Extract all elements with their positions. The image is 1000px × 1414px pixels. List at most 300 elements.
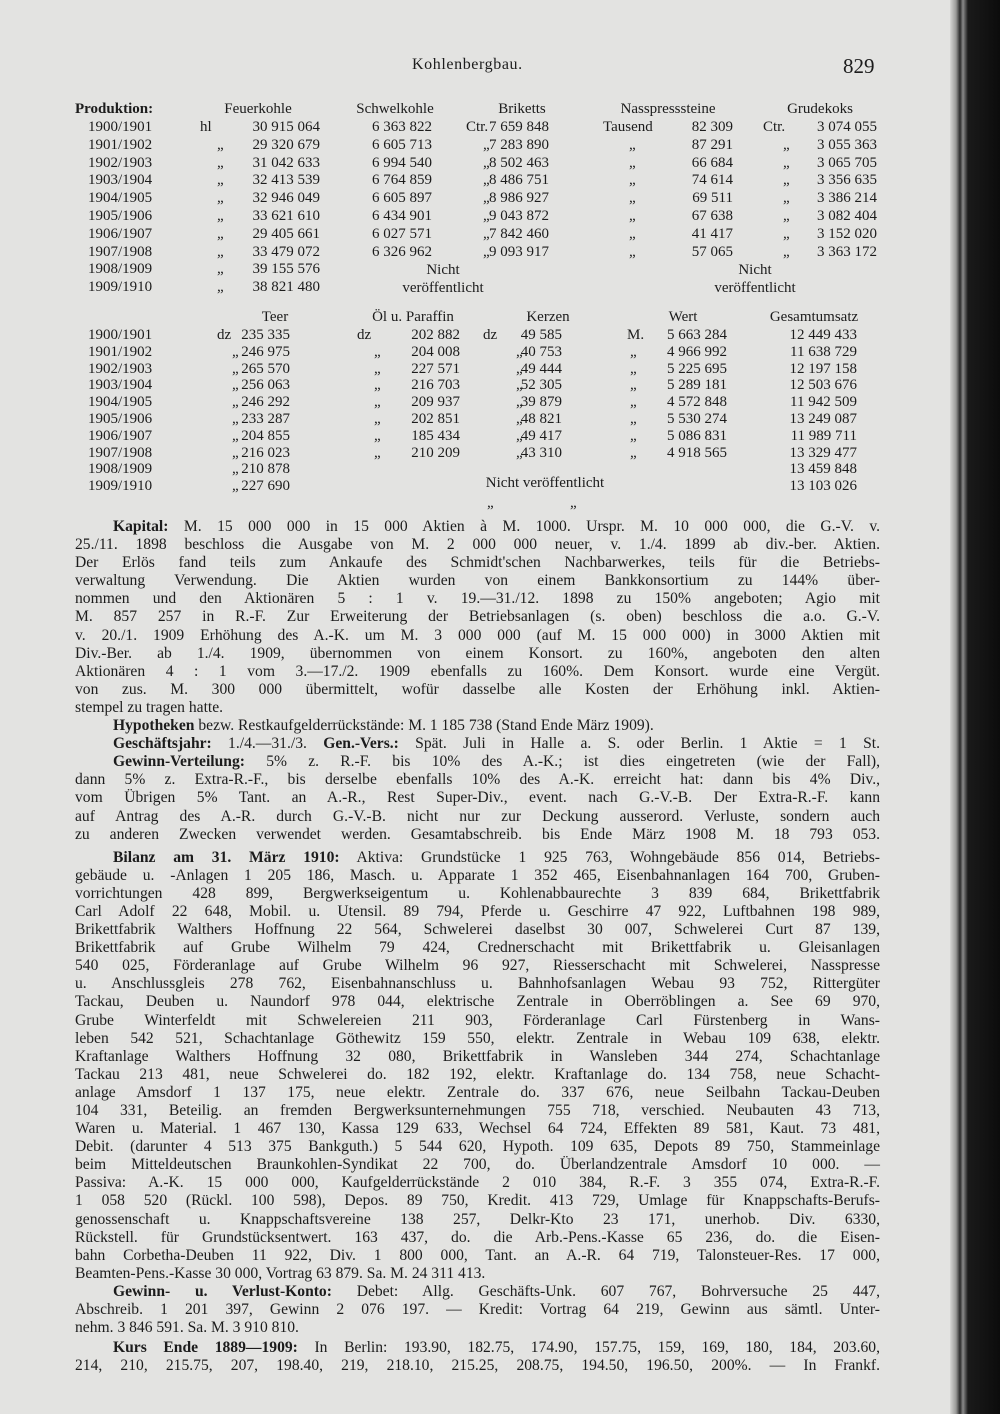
text-line: [75, 939, 880, 957]
running-header: Kohlenbergbau.: [412, 56, 523, 73]
unit-label: „: [374, 411, 381, 427]
unit-label: Tausend: [603, 119, 653, 135]
cell-value: 210 209: [411, 444, 460, 461]
section-label: Gewinn-Verteilung:: [113, 753, 245, 771]
text-line: [75, 554, 880, 572]
column-header: Feuerkohle: [224, 101, 292, 117]
column-header: Gesamtumsatz: [769, 309, 859, 325]
unit-label: hl: [200, 119, 212, 135]
row-year: 1909/1910: [88, 478, 153, 495]
cell-value: 6 434 901: [372, 208, 432, 224]
row-year: 1901/1902: [88, 136, 153, 153]
cell-value: 38 821 480: [252, 279, 320, 296]
text-run: 1 058 520 (Rückl. 100 598), Depos. 89 750, Kredit. 413 729, Umlage für Knappschafts-Berufs-: [75, 1192, 880, 1210]
unit-label: „: [516, 343, 523, 360]
cell-value: 246 292: [241, 394, 290, 411]
unit-label: „: [629, 154, 636, 171]
unit-label: „: [232, 444, 239, 461]
section-label: Gewinn- u. Verlust-Konto:: [113, 1282, 332, 1300]
text-run: Kraftanlage Walthers Hoffnung 32 080, Brikettfabrik in Wansleben 344 274, Schachtanlage: [75, 1047, 880, 1065]
unit-label: „: [630, 360, 637, 377]
cell-value: 13 103 026: [789, 478, 857, 495]
unit-label: dz: [217, 327, 232, 343]
cell-value: 185 434: [411, 427, 460, 444]
text-line: [75, 975, 880, 993]
text-run: 1./4.—31./3.: [211, 735, 324, 753]
section-label: Kapital:: [113, 518, 169, 535]
text-run: u. Anschlussgleis 278 762, Eisenbahnanschluss u. Bahnhofsanlagen Webau 93 752, Rittergüter: [75, 975, 880, 993]
unit-label: „: [783, 172, 790, 189]
row-year: 1904/1905: [88, 394, 153, 411]
cell-value: 246 975: [241, 343, 290, 360]
unit-label: „: [629, 243, 636, 260]
unit-label: „: [483, 154, 490, 171]
cell-value: 209 937: [411, 394, 460, 411]
cell-value: 48 821: [520, 411, 562, 427]
section-label: Geschäftsjahr:: [113, 735, 212, 753]
unit-label: „: [630, 394, 637, 411]
row-year: 1900/1901: [88, 119, 153, 135]
cell-value: 33 621 610: [252, 208, 320, 224]
text-line: [75, 921, 880, 939]
text-line: [75, 1156, 880, 1174]
text-run: verwaltung Verwendung. Die Aktien wurden von einem Bankkonsortium zu 144% über-: [75, 572, 880, 590]
cell-value: 227 571: [411, 360, 460, 377]
section-label: Hypotheken: [113, 717, 195, 735]
unit-label: „: [630, 343, 637, 360]
unit-label: „: [630, 411, 637, 427]
unit-label: „: [516, 360, 523, 377]
cell-value: 5 663 284: [667, 327, 727, 343]
not-published-note: veröffentlicht: [402, 280, 484, 296]
column-header: Kerzen: [526, 309, 570, 325]
text-run: Aktionären 4 : 1 vom 3.—17./2. 1909 ebenfalls zu 160%. Dem Konsort. wurde eine Vergüt.: [75, 662, 880, 680]
text-run: Brikettfabrik auf Grube Wilhelm 79 424, Crednerschacht mit Brikettfabrik u. Gleisanlagen: [75, 939, 880, 957]
unit-label: „: [783, 190, 790, 207]
text-run: auf Antrag des A.-R. durch G.-V.-B. nicht nur zur Deckung ausserord. Verluste, sondern auch: [75, 807, 880, 825]
text-line: [75, 1192, 880, 1210]
unit-label: „: [217, 136, 224, 153]
text-run: Passiva: A.-K. 15 000 000, Kaufgelderrückstände 2 010 384, R.-F. 3 355 074, Extra-R.-F.: [75, 1174, 880, 1192]
column-header: Wert: [668, 309, 698, 325]
unit-label: „: [516, 377, 523, 394]
cell-value: 6 605 713: [372, 136, 432, 153]
cell-value: 13 329 477: [789, 444, 857, 461]
unit-label: „: [783, 136, 790, 153]
text-line: [75, 903, 880, 921]
cell-value: 4 572 848: [667, 394, 727, 411]
text-run: 5% z. R.-F. bis 10% des A.-K.; ist dies eingetreten (wie der Fall),: [244, 753, 880, 771]
cell-value: 13 459 848: [789, 461, 857, 478]
text-run: vorrichtungen 428 899, Bergwerkseigentum u. Kohlenabbaurechte 3 839 684, Brikettfabrik: [75, 884, 880, 902]
cell-value: 6 764 859: [372, 172, 432, 189]
cell-value: 9 093 917: [489, 243, 549, 260]
cell-value: 29 405 661: [252, 225, 320, 242]
row-year: 1909/1910: [88, 279, 153, 296]
cell-value: 6 605 897: [372, 190, 432, 207]
text-line: [75, 590, 880, 608]
text-line: [75, 536, 880, 554]
text-run: zu anderen Zwecken verwendet werden. Gesamtabschreib. bis Ende März 1908 M. 18 793 053.: [75, 825, 880, 843]
not-published-note: Nicht: [738, 262, 772, 278]
cell-value: 67 638: [691, 208, 733, 224]
text-run: Brikettfabrik Walthers Hoffnung 22 564, Schwelerei daselbst 30 007, Schwelerei Curt 87 139,: [75, 921, 880, 939]
unit-label: dz: [357, 327, 372, 343]
unit-label: „: [232, 360, 239, 377]
text-run: nehm. 3 846 591. Sa. M. 3 910 810.: [75, 1319, 299, 1337]
row-year: 1907/1908: [88, 444, 153, 461]
text-line: [75, 1357, 880, 1375]
text-line: [75, 717, 880, 735]
column-header: Schwelkohle: [356, 101, 434, 117]
text-line: [75, 993, 880, 1011]
cell-value: 52 305: [520, 377, 562, 394]
text-line: [75, 1319, 880, 1337]
row-year: 1900/1901: [88, 327, 153, 343]
ditto-mark: „: [570, 495, 577, 511]
cell-value: 43 310: [520, 444, 562, 461]
cell-value: 8 986 927: [489, 190, 549, 207]
text-line: [75, 789, 880, 807]
section-label: Kurs Ende 1889—1909:: [113, 1339, 298, 1357]
unit-label: „: [217, 172, 224, 189]
text-line: [75, 1229, 880, 1247]
text-line: [75, 849, 880, 867]
cell-value: 3 055 363: [817, 136, 877, 153]
cell-value: 66 684: [691, 154, 733, 171]
text-line: [75, 1102, 880, 1120]
text-line: [75, 1265, 880, 1283]
unit-label: „: [232, 427, 239, 444]
text-run: Waren u. Material. 1 467 130, Kassa 129 633, Wechsel 64 724, Effekten 89 581, Kaut. 73 481,: [75, 1120, 880, 1138]
text-run: Carl Adolf 22 648, Mobil. u. Utensil. 89 794, Pferde u. Geschirre 47 922, Luftbahnen 198 989,: [75, 902, 880, 920]
cell-value: 49 444: [520, 360, 562, 377]
text-run: M. 857 257 in R.-F. Zur Erweiterung der Betriebsanlagen (s. oben) beschloss die a.o. G.-V.: [75, 608, 880, 626]
text-run: M. 15 000 000 in 15 000 Aktien à M. 1000. Urspr. M. 10 000 000, die G.-V. v.: [168, 518, 880, 535]
unit-label: „: [516, 394, 523, 411]
text-line: [75, 518, 880, 536]
cell-value: 3 082 404: [817, 208, 877, 224]
text-run: Grube Winterfeldt mit Schwelereien 211 903, Förderanlage Carl Fürstenberg in Wans-: [75, 1011, 880, 1029]
unit-label: „: [374, 377, 381, 394]
text-run: Tackau 213 481, neue Schwelerei do. 182 192, elektr. Kraftanlage do. 134 758, neue Schacht-: [75, 1065, 880, 1083]
text-line: [75, 1084, 880, 1102]
unit-label: „: [629, 136, 636, 153]
row-year: 1903/1904: [88, 172, 153, 189]
text-line: [75, 663, 880, 681]
row-year: 1902/1903: [88, 154, 153, 171]
cell-value: 12 197 158: [789, 360, 857, 377]
text-line: [75, 808, 880, 826]
text-run: Div.-Ber. ab 1./4. 1909, übernommen von einem Konsort. zu 160%, angeboten den alten: [75, 644, 880, 662]
unit-label: „: [217, 154, 224, 171]
unit-label: „: [232, 461, 239, 478]
cell-value: 49 417: [520, 427, 562, 444]
paragraph-gewinnverteilung: [75, 753, 880, 843]
cell-value: 74 614: [691, 172, 733, 189]
text-run: anlage Amsdorf 1 137 175, neue elektr. Zentrale do. 337 676, neue Seilbahn Tackau-Deuben: [75, 1083, 880, 1101]
text-line: [75, 1301, 880, 1319]
text-run: Der Erlös fand teils zum Ankaufe des Schmidt'schen Nachbarwerkes, teils für die Betriebs-: [75, 554, 880, 572]
text-run: dann 5% z. Extra-R.-F., bis derselbe ebenfalls 10% des A.-K. erreicht hat: dann bis 4% Div.,: [75, 771, 880, 789]
cell-value: 256 063: [241, 377, 290, 394]
unit-label: „: [374, 427, 381, 444]
row-year: 1907/1908: [88, 243, 153, 260]
unit-label: dz: [483, 327, 498, 343]
text-line: [75, 699, 880, 717]
text-line: [75, 867, 880, 885]
cell-value: 8 486 751: [489, 172, 549, 189]
cell-value: 4 966 992: [667, 343, 727, 360]
text-line: [75, 1211, 880, 1229]
text-run: beim Mitteldeutschen Braunkohlen-Syndikat 22 700, do. Überlandzentrale Amsdorf 10 000. —: [75, 1156, 880, 1174]
cell-value: 5 086 831: [667, 427, 727, 444]
unit-label: „: [232, 394, 239, 411]
text-run: leben 542 521, Schachtanlage Göthewitz 159 550, elektr. Zentrale in Webau 109 638, elektr.: [75, 1029, 880, 1047]
text-run: Rückstell. für Grundstücksentwert. 163 437, do. die Arb.-Pens.-Kasse 65 236, do. die Eisen-: [75, 1228, 880, 1246]
text-run: stempel zu tragen hatte.: [75, 698, 224, 716]
paragraph-hypotheken: [75, 717, 880, 735]
cell-value: 33 479 072: [252, 243, 320, 260]
unit-label: „: [630, 377, 637, 394]
unit-label: „: [483, 243, 490, 260]
text-line: [75, 681, 880, 699]
cell-value: 3 074 055: [817, 119, 877, 135]
text-line: [75, 1339, 880, 1357]
cell-value: 7 283 890: [489, 136, 549, 153]
unit-label: „: [783, 243, 790, 260]
cell-value: 13 249 087: [789, 411, 857, 427]
unit-label: „: [483, 172, 490, 189]
cell-value: 3 356 635: [817, 172, 877, 189]
row-year: 1901/1902: [88, 343, 153, 360]
cell-value: 210 878: [241, 461, 290, 478]
text-line: [75, 957, 880, 975]
text-run: von zus. M. 300 000 übermittelt, wofür dasselbe alle Kosten der Erhöhung inkl. Aktien-: [75, 680, 880, 698]
paragraph-geschaeftsjahr: [75, 735, 880, 753]
production-label: Produktion:: [75, 101, 154, 117]
cell-value: 5 289 181: [667, 377, 727, 394]
row-year: 1908/1909: [88, 261, 153, 278]
text-run: nommen und den Aktionären 5 : 1 v. 19.—31./12. 1898 zu 150% angeboten; Agio mit: [75, 590, 880, 608]
ditto-mark: „: [487, 495, 494, 511]
text-line: [75, 1012, 880, 1030]
not-published-note: Nicht veröffentlicht: [485, 475, 605, 491]
unit-label: „: [483, 225, 490, 242]
column-header: Briketts: [498, 101, 546, 117]
cell-value: 202 882: [411, 327, 460, 343]
text-run: Beamten-Pens.-Kasse 30 000, Vortrag 63 879. Sa. M. 24 311 413.: [75, 1264, 486, 1282]
unit-label: „: [374, 360, 381, 377]
cell-value: 3 152 020: [817, 225, 877, 242]
text-run: Tackau, Deuben u. Naundorf 978 044, elektrische Zentrale in Oberröblingen a. See 69 970,: [75, 993, 880, 1011]
unit-label: „: [630, 444, 637, 461]
text-run: genossenschaft u. Knappschaftsvereine 138 257, Delkr-Kto 23 171, unerhob. Div. 6330,: [75, 1210, 880, 1228]
unit-label: Ctr.: [763, 119, 786, 135]
cell-value: 204 855: [241, 427, 290, 444]
text-line: [75, 1066, 880, 1084]
body-text: [75, 518, 880, 1375]
cell-value: 87 291: [691, 136, 733, 153]
unit-label: „: [483, 190, 490, 207]
text-run: vom Übrigen 5% Tant. an A.-R., Rest Super-Div., event. nach G.-V.-B. Der Extra-R.-F. kann: [75, 789, 880, 807]
row-year: 1903/1904: [88, 377, 153, 394]
text-line: [75, 1048, 880, 1066]
unit-label: „: [516, 444, 523, 461]
cell-value: 216 023: [241, 444, 290, 461]
text-run: 214, 210, 215.75, 207, 198.40, 219, 218.10, 215.25, 208.75, 194.50, 196.50, 200%. — In Frankf.: [75, 1357, 880, 1375]
cell-value: 6 994 540: [372, 154, 432, 171]
unit-label: „: [483, 136, 490, 153]
unit-label: „: [374, 343, 381, 360]
cell-value: 12 503 676: [789, 377, 857, 394]
row-year: 1905/1906: [88, 411, 153, 427]
paragraph-gewinnverlust: [75, 1283, 880, 1337]
cell-value: 9 043 872: [489, 208, 549, 224]
cell-value: 69 511: [692, 190, 733, 207]
cell-value: 3 386 214: [817, 190, 877, 207]
cell-value: 11 638 729: [790, 343, 857, 360]
text-line: [75, 627, 880, 645]
unit-label: „: [217, 261, 224, 278]
cell-value: 7 659 848: [489, 119, 549, 135]
row-year: 1906/1907: [88, 427, 153, 444]
cell-value: 49 585: [520, 327, 562, 343]
unit-label: „: [232, 411, 239, 427]
cell-value: 30 915 064: [252, 119, 320, 135]
cell-value: 39 879: [520, 394, 562, 411]
paragraph-kurs: [75, 1339, 880, 1375]
text-line: [75, 735, 880, 753]
cell-value: 5 225 695: [667, 360, 727, 377]
text-run: Debet: Allg. Geschäfts-Unk. 607 767, Bohrversuche 25 447,: [331, 1282, 880, 1300]
not-published-note: Nicht: [426, 262, 460, 278]
cell-value: 216 703: [411, 377, 460, 394]
column-header: Öl u. Paraffin: [372, 309, 454, 325]
text-run: In Berlin: 193.90, 182.75, 174.90, 157.75, 159, 169, 180, 184, 203.60,: [297, 1339, 880, 1357]
cell-value: 202 851: [411, 411, 460, 427]
scan-page-edge: [950, 0, 1000, 1414]
column-header: Nasspresssteine: [620, 101, 716, 117]
text-run: 104 331, Beteilig. an fremden Bergwerksunternehmungen 755 718, verschied. Neubauten 43 713,: [75, 1102, 880, 1119]
cell-value: 31 042 633: [252, 154, 320, 171]
unit-label: „: [783, 208, 790, 224]
page-number: 829: [843, 54, 875, 78]
cell-value: 233 287: [241, 411, 290, 427]
cell-value: 6 027 571: [372, 225, 432, 242]
cell-value: 57 065: [691, 243, 733, 260]
cell-value: 5 530 274: [667, 411, 727, 427]
text-line: [75, 1030, 880, 1048]
cell-value: 3 363 172: [817, 243, 877, 260]
text-line: [75, 1120, 880, 1138]
text-run: bahn Corbetha-Deuben 11 922, Div. 1 800 000, Tant. an A.-R. 64 719, Talonsteuer-Res. 17 000,: [75, 1246, 880, 1264]
row-year: 1904/1905: [88, 190, 153, 207]
cell-value: 204 008: [411, 343, 460, 360]
cell-value: 11 942 509: [790, 394, 857, 411]
unit-label: „: [232, 478, 239, 495]
row-year: 1906/1907: [88, 225, 153, 242]
unit-label: „: [217, 208, 224, 224]
text-line: [75, 645, 880, 663]
text-line: [75, 753, 880, 771]
text-line: [75, 1247, 880, 1265]
text-line: [75, 1283, 880, 1301]
row-year: 1908/1909: [88, 461, 153, 478]
text-run: gebäude u. -Anlagen 1 205 186, Masch. u. Apparate 1 352 465, Eisenbahnanlagen 164 700, Gruben-: [75, 866, 880, 884]
unit-label: „: [783, 154, 790, 171]
cell-value: 6 363 822: [372, 119, 432, 135]
text-run: v. 20./1. 1909 Erhöhung des A.-K. um M. 3 000 000 (auf M. 15 000 000) in 3000 Aktien mit: [75, 626, 880, 644]
section-label: Bilanz am 31. März 1910:: [113, 848, 340, 866]
cell-value: 32 946 049: [252, 190, 320, 207]
cell-value: 32 413 539: [252, 172, 320, 189]
unit-label: „: [217, 190, 224, 207]
unit-label: „: [516, 411, 523, 427]
text-run: Debit. (darunter 4 513 375 Bankguth.) 5 544 620, Hypoth. 109 635, Depots 89 750, Stammeinlage: [75, 1138, 880, 1156]
unit-label: „: [629, 225, 636, 242]
unit-label: M.: [627, 327, 645, 343]
text-line: [75, 1138, 880, 1156]
cell-value: 82 309: [691, 119, 733, 135]
unit-label: „: [217, 225, 224, 242]
cell-value: 4 918 565: [667, 444, 727, 461]
unit-label: „: [629, 208, 636, 224]
unit-label: „: [483, 208, 490, 224]
unit-label: „: [516, 427, 523, 444]
cell-value: 12 449 433: [789, 327, 857, 343]
cell-value: 235 335: [241, 327, 290, 343]
unit-label: „: [232, 343, 239, 360]
unit-label: „: [629, 190, 636, 207]
text-run: Spät. Juli in Halle a. S. oder Berlin. 1 Aktie = 1 St.: [398, 735, 881, 753]
text-line: [75, 572, 880, 590]
column-header: Teer: [261, 309, 289, 325]
column-header: Grudekoks: [787, 101, 853, 117]
unit-label: „: [630, 427, 637, 444]
cell-value: 29 320 679: [252, 136, 320, 153]
cell-value: 8 502 463: [489, 154, 549, 171]
cell-value: 265 570: [241, 360, 290, 377]
cell-value: 227 690: [241, 478, 290, 495]
unit-label: „: [374, 444, 381, 461]
text-run: 25./11. 1898 beschloss die Ausgabe von M. 2 000 000 neuer, v. 1./4. 1899 ab div.-ber. Aktien.: [75, 536, 880, 554]
text-run: Abschreib. 1 201 397, Gewinn 2 076 197. — Kredit: Vortrag 64 219, Gewinn aus sämtl. Unter-: [75, 1301, 880, 1319]
unit-label: „: [629, 172, 636, 189]
row-year: 1905/1906: [88, 208, 153, 224]
text-run: bezw. Restkaufgelderrückstände: M. 1 185 738 (Stand Ende März 1909).: [194, 717, 654, 735]
cell-value: 39 155 576: [252, 261, 320, 278]
paragraph-bilanz: [75, 849, 880, 1283]
text-line: [75, 608, 880, 626]
section-label: Gen.-Vers.:: [323, 735, 399, 753]
text-line: [75, 771, 880, 789]
unit-label: „: [232, 377, 239, 394]
unit-label: „: [374, 394, 381, 411]
row-year: 1902/1903: [88, 360, 153, 377]
cell-value: 41 417: [691, 225, 733, 242]
unit-label: „: [217, 243, 224, 260]
text-line: [75, 826, 880, 844]
unit-label: Ctr.: [466, 119, 489, 135]
not-published-note: veröffentlicht: [714, 280, 796, 296]
text-run: Aktiva: Grundstücke 1 925 763, Wohngebäude 856 014, Betriebs-: [339, 848, 880, 866]
cell-value: 6 326 962: [372, 243, 432, 260]
cell-value: 7 842 460: [489, 225, 549, 242]
cell-value: 3 065 705: [817, 154, 877, 171]
text-line: [75, 885, 880, 903]
paragraph-kapital: [75, 518, 880, 717]
